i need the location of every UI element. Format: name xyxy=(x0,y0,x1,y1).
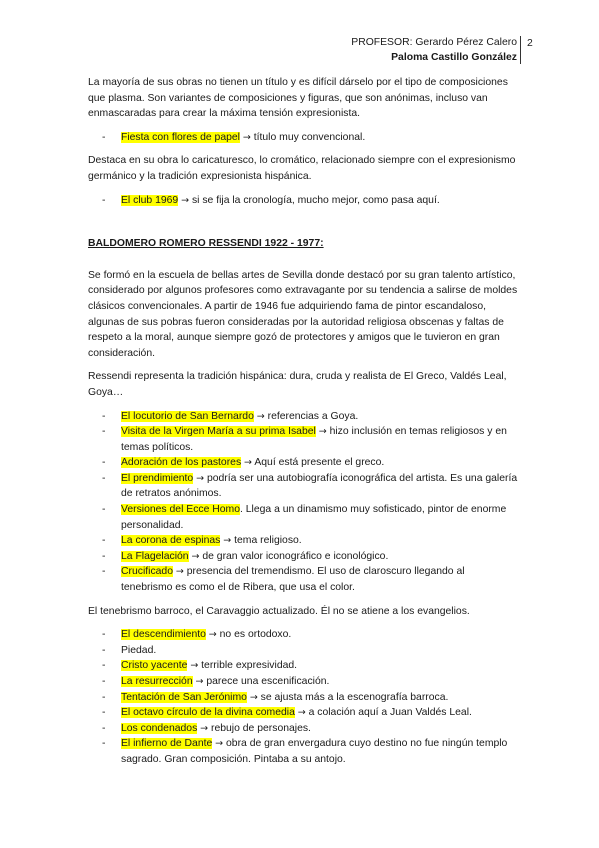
list-item xyxy=(88,721,518,737)
arrow-icon: → xyxy=(256,410,265,422)
works-list-2 xyxy=(88,627,518,767)
arrow-icon: → xyxy=(195,676,204,687)
arrow-icon: → xyxy=(242,131,251,143)
highlighted-title: El infierno de Dante xyxy=(121,738,213,750)
item-text: parece una escenificación. xyxy=(203,676,330,687)
highlighted-title: La corona de espinas xyxy=(121,535,221,547)
arrow-icon: → xyxy=(208,629,217,641)
item-text: rebujo de personajes. xyxy=(208,722,311,734)
highlighted-title: El octavo círculo de la divina comedia xyxy=(121,707,295,719)
arrow-icon: → xyxy=(215,738,224,750)
highlighted-title: Visita de la Virgen María a su prima Isabel xyxy=(121,426,316,438)
item-text: no es ortodoxo. xyxy=(216,629,292,641)
arrow-icon: → xyxy=(223,535,232,547)
highlighted-title: El prendimiento xyxy=(121,472,194,484)
item-text: referencias a Goya. xyxy=(264,410,359,422)
list-item xyxy=(88,409,518,425)
list-item xyxy=(88,471,518,502)
arrow-icon: → xyxy=(181,194,190,206)
list-item xyxy=(88,455,518,471)
item-text: terrible expresividad. xyxy=(198,660,298,672)
arrow-icon: → xyxy=(249,691,258,703)
highlighted-title: Adoración de los pastores xyxy=(121,457,242,469)
highlighted-title: Cristo yacente xyxy=(121,660,188,672)
page-header xyxy=(351,35,517,65)
highlighted-title: El descendimiento xyxy=(121,629,206,641)
list-item xyxy=(88,643,518,659)
highlighted-title: Crucificado xyxy=(121,566,173,578)
intro-paragraph-2: Destaca en su obra lo caricaturesco, lo cromático, relacionado siempre con el expresionismo germánico y la tradición expresionista hispánica. xyxy=(88,155,516,182)
works-list-1 xyxy=(88,409,518,596)
arrow-icon: → xyxy=(190,660,199,672)
item-text: Aquí está presente el greco. xyxy=(252,457,385,469)
item-text: tema religioso. xyxy=(231,535,302,547)
highlighted-title: Tentación de San Jerónimo xyxy=(121,691,247,703)
section-paragraph-1: Se formó en la escuela de bellas artes de Sevilla donde destacó por su gran talento artístico, considerado por algunos profesores como extravagante por su tendencia a salirse de moldes clásicos convencionales. A partir de 1946 fue adquiriendo fama de pintor escandaloso, algunas de sus pobras fueron consideradas por la autoridad religiosa obscenas y faltas de respeto a la moral, aunque siempre gozó de protectores y amigos que le tuvieron en gran consideración. xyxy=(88,269,518,359)
list-item xyxy=(88,736,518,767)
intro-paragraph-1: La mayoría de sus obras no tienen un título y es difícil dárselo por el tipo de composiciones que plasma. Son variantes de composiciones y figuras, que son anónimas, incluso van enmascaradas para crear la máxima tensión expresionista. xyxy=(88,77,508,120)
highlighted-title: Versiones del Ecce Homo xyxy=(121,504,240,516)
list-item xyxy=(88,502,518,533)
arrow-icon: → xyxy=(191,550,200,562)
highlighted-title: El locutorio de San Bernardo xyxy=(121,410,254,422)
list-item xyxy=(88,627,518,643)
arrow-icon: → xyxy=(244,457,253,469)
arrow-icon: → xyxy=(175,566,184,578)
intro-list-2 xyxy=(88,193,518,209)
list-item xyxy=(88,690,518,706)
highlighted-title: Los condenados xyxy=(121,722,198,734)
item-text: de gran valor iconográfico e iconológico. xyxy=(199,550,389,562)
highlighted-title: El club 1969 xyxy=(121,194,179,206)
header-divider xyxy=(520,36,521,64)
arrow-icon: → xyxy=(318,426,327,438)
item-text: obra de gran envergadura cuyo destino no fue ningún templo sagrado. Gran composición. Pintaba a su antojo. xyxy=(121,738,508,765)
list-item xyxy=(88,658,518,674)
intro-list-1 xyxy=(88,130,518,146)
list-item xyxy=(88,424,518,455)
list-item xyxy=(88,533,518,549)
list-item xyxy=(88,674,518,690)
item-text: Piedad. xyxy=(121,644,157,656)
page-number: 2 xyxy=(527,38,533,49)
highlighted-title: La resurrección xyxy=(121,676,193,687)
item-text: si se fija la cronología, mucho mejor, como pasa aquí. xyxy=(189,194,440,206)
item-text: . Llega a un dinamismo muy sofisticado, pintor de enorme personalidad. xyxy=(121,504,507,531)
arrow-icon: → xyxy=(297,707,306,719)
item-text: título muy convencional. xyxy=(250,131,366,143)
section-paragraph-2: Ressendi representa la tradición hispánica: dura, cruda y realista de El Greco, Valdés Leal, Goya… xyxy=(88,371,507,398)
document-body xyxy=(88,75,518,776)
item-text: hizo inclusión en temas religiosos y en temas políticos. xyxy=(121,426,507,453)
header-professor: PROFESOR: Gerardo Pérez Calero xyxy=(351,37,517,48)
list-item xyxy=(88,549,518,565)
item-text: a colación aquí a Juan Valdés Leal. xyxy=(305,707,472,719)
list-item xyxy=(88,705,518,721)
arrow-icon: → xyxy=(196,472,205,484)
highlighted-title: Fiesta con flores de papel xyxy=(121,131,240,143)
arrow-icon: → xyxy=(200,722,209,734)
highlighted-title: La Flagelación xyxy=(121,550,189,562)
section-paragraph-3: El tenebrismo barroco, el Caravaggio actualizado. Él no se atiene a los evangelios. xyxy=(88,605,470,617)
item-text: presencia del tremendismo. El uso de claroscuro llegando al tenebrismo es como el de Ribera, que usa el color. xyxy=(121,566,465,594)
list-item xyxy=(88,564,518,595)
item-text: podría ser una autobiografía iconográfica del artista. Es una galería de retratos anónimos. xyxy=(121,472,518,500)
header-author: Paloma Castillo González xyxy=(391,52,517,63)
list-item xyxy=(88,193,518,209)
section-heading: BALDOMERO ROMERO RESSENDI 1922 - 1977: xyxy=(88,238,324,250)
list-item xyxy=(88,130,518,146)
item-text: se ajusta más a la escenografía barroca. xyxy=(257,691,449,703)
